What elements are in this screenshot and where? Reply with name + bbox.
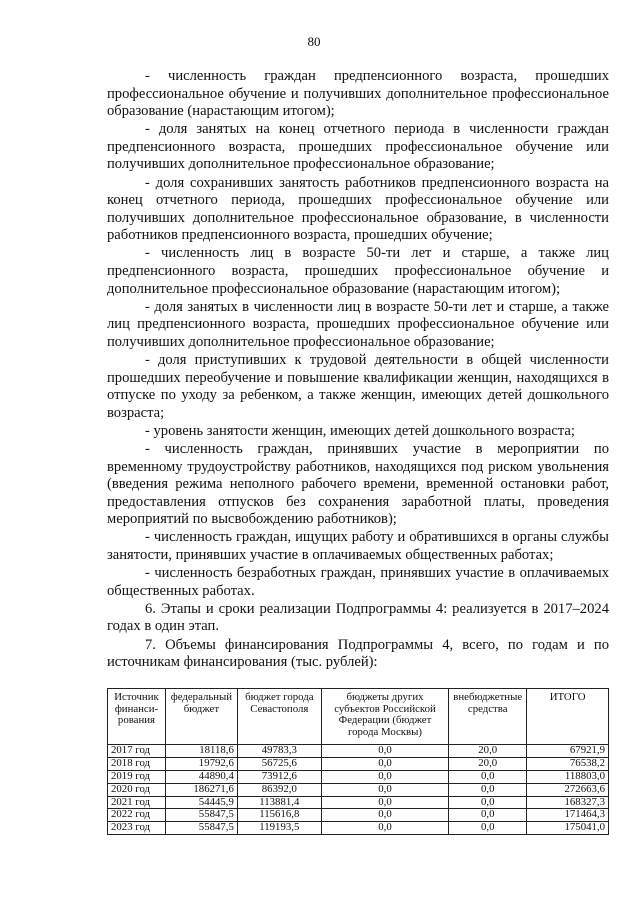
table-cell: 119193,5 (237, 822, 321, 835)
table-cell-year: 2020 год (108, 783, 166, 796)
paragraph-indicator-6: - доля приступивших к трудовой деятельности в общей численности прошедших переобучение и повышение квалификации женщин, находящихся в отпуске по уходу за ребенком, а также женщин, имеющих детей дошкольного возраста; (107, 352, 609, 421)
table-cell: 0,0 (321, 809, 449, 822)
table-row (108, 822, 609, 835)
header-sevastopol-budget: бюджет города Севастополя (237, 689, 321, 745)
header-total: ИТОГО (527, 689, 609, 745)
paragraph-indicator-1: - численность граждан предпенсионного возраста, прошедших профессиональное обучение и получивших дополнительное профессиональное образование (нарастающим итогом); (107, 68, 609, 120)
table-cell: 175041,0 (527, 822, 609, 835)
table-cell-year: 2023 год (108, 822, 166, 835)
table-cell: 0,0 (321, 796, 449, 809)
table-cell: 0,0 (321, 758, 449, 771)
table-cell: 0,0 (449, 770, 527, 783)
page-number: 80 (307, 34, 321, 49)
paragraph-indicator-3: - доля сохранивших занятость работников предпенсионного возраста на конец отчетного периода, прошедших профессиональное обучение или получивших дополнительное профессиональное образование, в численности работников предпенсионного возраста, прошедших обучение; (107, 174, 609, 244)
paragraph-stages: 6. Этапы и сроки реализации Подпрограммы 4: реализуется в 2017–2024 годах в один этап. (107, 600, 609, 635)
paragraph-indicator-10: - численность безработных граждан, принявших участие в оплачиваемых общественных работах. (107, 565, 609, 599)
table-cell: 0,0 (449, 809, 527, 822)
table-cell: 19792,6 (165, 758, 237, 771)
table-cell: 67921,9 (527, 745, 609, 758)
paragraph-indicator-4: - численность лиц в возрасте 50-ти лет и старше, а также лиц предпенсионного возраста, прошедших профессиональное обучение и дополнительное профессиональное образование (нарастающим итогом); (107, 245, 609, 297)
table-cell-year: 2019 год (108, 770, 166, 783)
paragraph-financing: 7. Объемы финансирования Подпрограммы 4, всего, по годам и по источникам финансирования (тыс. рублей): (107, 636, 609, 671)
paragraph-indicator-2: - доля занятых на конец отчетного периода в численности граждан предпенсионного возраста, прошедших профессиональное обучение или получивших дополнительное профессиональное образование; (107, 121, 609, 173)
table-cell: 20,0 (449, 745, 527, 758)
table-cell: 55847,5 (165, 809, 237, 822)
header-extrabudgetary: внебюджетные средства (449, 689, 527, 745)
document-body (107, 68, 609, 672)
table-cell: 76538,2 (527, 758, 609, 771)
table-cell: 18118,6 (165, 745, 237, 758)
table-cell: 0,0 (321, 745, 449, 758)
table-cell: 113881,4 (237, 796, 321, 809)
table-cell-year: 2021 год (108, 796, 166, 809)
table-row (108, 745, 609, 758)
table-header-row (108, 689, 609, 745)
table-cell: 44890,4 (165, 770, 237, 783)
table-cell: 118803,0 (527, 770, 609, 783)
financing-table (107, 688, 609, 835)
table-cell: 272663,6 (527, 783, 609, 796)
table-row (108, 758, 609, 771)
table-row (108, 809, 609, 822)
table-cell: 0,0 (449, 796, 527, 809)
table-cell: 0,0 (449, 822, 527, 835)
paragraph-indicator-9: - численность граждан, ищущих работу и обратившихся в органы службы занятости, принявших участие в оплачиваемых общественных работах; (107, 529, 609, 564)
header-source: Источник финанси-рования (108, 689, 166, 745)
table-cell: 49783,3 (237, 745, 321, 758)
table-row (108, 783, 609, 796)
table-cell: 20,0 (449, 758, 527, 771)
header-federal-budget: федеральный бюджет (165, 689, 237, 745)
table-cell: 168327,3 (527, 796, 609, 809)
table-cell: 115616,8 (237, 809, 321, 822)
table-cell: 0,0 (321, 822, 449, 835)
table-cell: 56725,6 (237, 758, 321, 771)
table-cell: 171464,3 (527, 809, 609, 822)
table-row (108, 796, 609, 809)
paragraph-indicator-5: - доля занятых в численности лиц в возрасте 50-ти лет и старше, а также лиц предпенсионного возраста, прошедших профессиональное обучение или получивших дополнительное профессиональное образование; (107, 298, 609, 350)
table-cell: 0,0 (449, 783, 527, 796)
table-cell: 73912,6 (237, 770, 321, 783)
table-cell: 54445,9 (165, 796, 237, 809)
paragraph-indicator-7: - уровень занятости женщин, имеющих детей дошкольного возраста; (145, 422, 575, 439)
table-cell-year: 2018 год (108, 758, 166, 771)
paragraph-indicator-8: - численность граждан, принявших участие в мероприятии по временному трудоустройству работников, находящихся под риском увольнения (введения режима неполного рабочего времени, временной остановки работ, предоставления отпусков без сохранения заработной платы, проведения мероприятий по высвобождению работников); (107, 440, 609, 528)
table-cell: 55847,5 (165, 822, 237, 835)
table-row (108, 770, 609, 783)
table-cell-year: 2017 год (108, 745, 166, 758)
table-cell-year: 2022 год (108, 809, 166, 822)
table-cell: 186271,6 (165, 783, 237, 796)
table-cell: 0,0 (321, 783, 449, 796)
table-cell: 0,0 (321, 770, 449, 783)
table-cell: 86392,0 (237, 783, 321, 796)
header-other-regions-budget: бюджеты других субъектов Российской Федерации (бюджет города Москвы) (321, 689, 449, 745)
